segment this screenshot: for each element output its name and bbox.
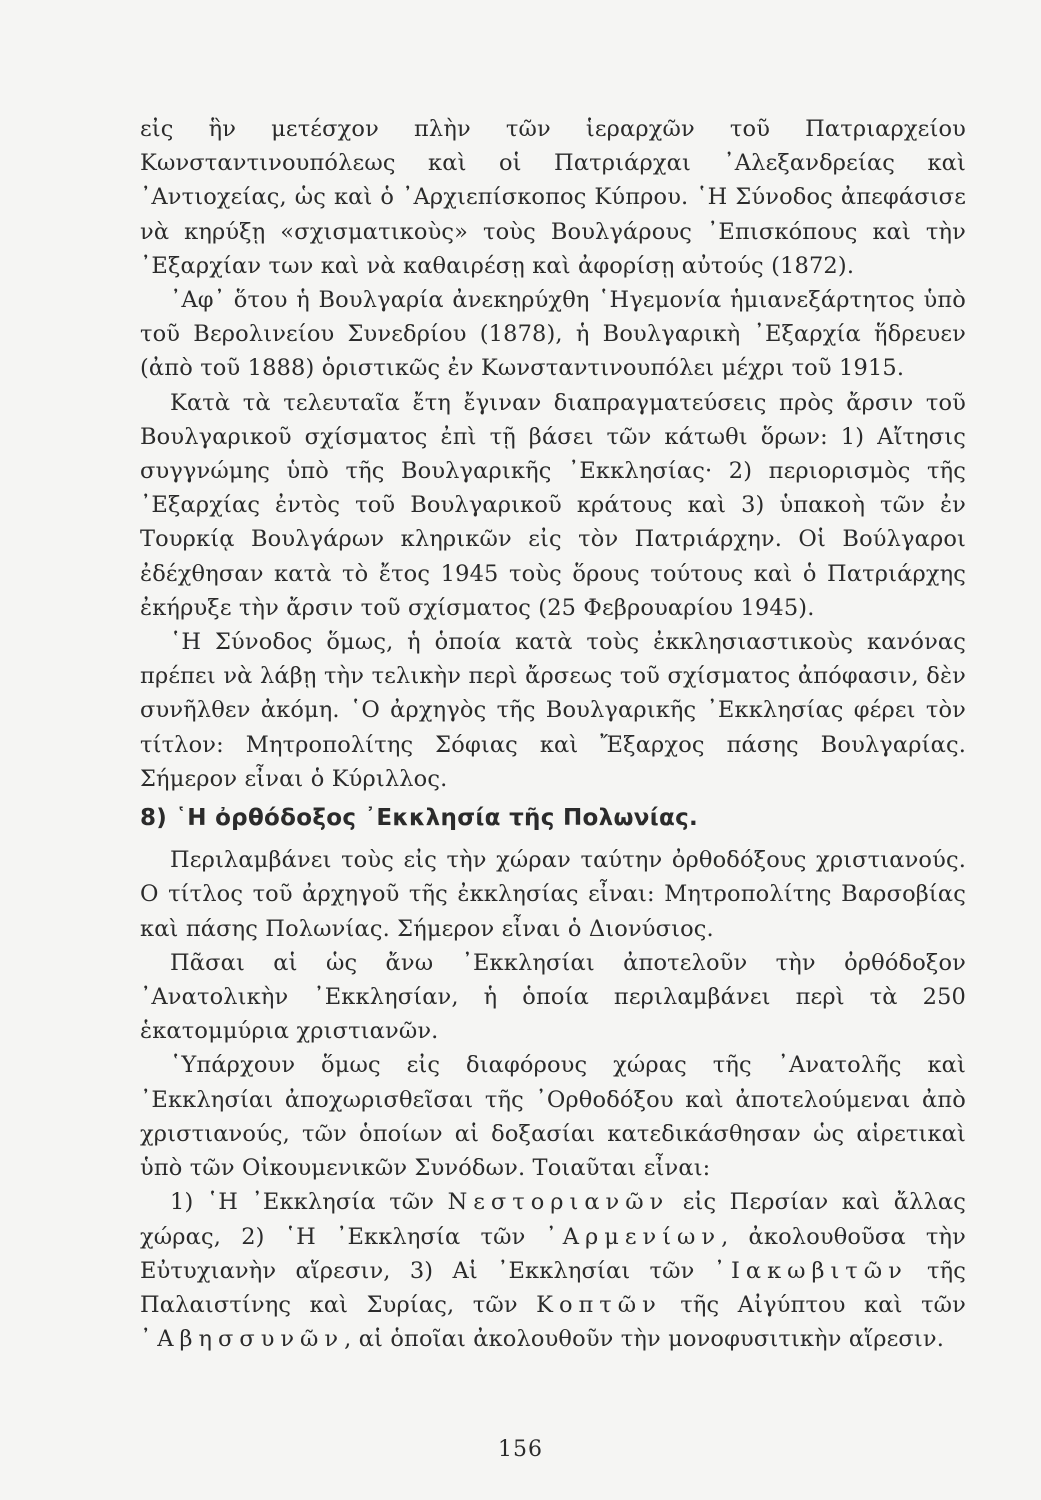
text-run: 1) ῾Η ᾿Εκκλησία τῶν [170,1189,448,1216]
body-text [140,112,966,1356]
spaced-term-nestorians: Νεστοριανῶν [447,1189,670,1216]
paragraph-negotiations: Κατὰ τὰ τελευταῖα ἔτη ἔγιναν διαπραγματεύσεις πρὸς ἄρσιν τοῦ Βουλγαρικοῦ σχίσματος ἐπὶ τῇ βάσει τῶν κάτωθι ὅρων: 1) Αἴτησις συγγνώμης ὑπὸ τῆς Βουλγαρικῆς ᾿Εκκλησίας· 2) περιορισμὸς τῆς ᾿Εξαρχίας ἐντὸς τοῦ Βουλγαρικοῦ κράτους καὶ 3) ὑπακοὴ τῶν ἐν Τουρκίᾳ Βουλγάρων κληρικῶν εἰς τὸν Πατριάρχην. Οἱ Βούλγαροι ἐδέχθησαν κατὰ τὸ ἔτος 1945 τοὺς ὅρους τούτους καὶ ὁ Πατριάρχης ἐκήρυξε τὴν ἄρσιν τοῦ σχίσματος (25 Φεβρουαρίου 1945). [140,389,966,621]
text-run: , αἱ ὁποῖαι ἀκολουθοῦν τὴν μονοφυσιτικὴν αἵρεσιν. [344,1326,944,1353]
section-heading: 8) ῾Η ὀρθόδοξος ᾿Εκκλησία τῆς Πολωνίας. [140,805,699,832]
spaced-term-copts: Κοπτῶν [536,1291,662,1318]
text-run: εἰς Περσίαν καὶ ἄλλας χώρας, 2) ῾Η ᾿Εκκλησία τῶν [140,1189,966,1250]
spaced-term-armenians: ᾿Αρμενίων [545,1223,722,1250]
paragraph-synod: ῾Η Σύνοδος ὅμως, ἡ ὁποία κατὰ τοὺς ἐκκλησιαστικοὺς κανόνας πρέπει νὰ λάβῃ τὴν τελικὴν περὶ ἄρσεως τοῦ σχίσματος ἀπόφασιν, δὲν συνῆλθεν ἀκόμη. ῾Ο ἀρχηγὸς τῆς Βουλγαρικῆς ᾿Εκκλησίας φέρει τὸν τίτλον: Μητροπολίτης Σόφιας καὶ Ἔξαρχος πάσης Βουλγαρίας. Σήμερον εἶναι ὁ Κύριλλος. [140,629,966,792]
paragraph-poland: Περιλαμβάνει τοὺς εἰς τὴν χώραν ταύτην ὀρθοδόξους χριστιανούς. Ο τίτλος τοῦ ἀρχηγοῦ τῆς ἐκκλησίας εἶναι: Μητροπολίτης Βαρσοβίας καὶ πάσης Πολωνίας. Σήμερον εἶναι ὁ Διονύσιος. [140,847,966,942]
paragraph-bulgaria-principality: ᾿Αφ᾿ ὅτου ἡ Βουλγαρία ἀνεκηρύχθη ῾Ηγεμονία ἡμιανεξάρτητος ὑπὸ τοῦ Βερολινείου Συνεδρίου (1878), ἡ Βουλγαρικὴ ᾿Εξαρχία ἥδρευεν (ἀπὸ τοῦ 1888) ὁριστικῶς ἐν Κωνσταντινουπόλει μέχρι τοῦ 1915. [140,287,966,382]
paragraph-separated-churches: ῾Υπάρχουν ὅμως εἰς διαφόρους χώρας τῆς ᾿Ανατολῆς καὶ ᾿Εκκλησίαι ἀποχωρισθεῖσαι τῆς ᾿Ορθοδόξου καὶ ἀποτελούμεναι ἀπὸ χριστιανούς, τῶν ὁποίων αἱ δοξασίαι κατεδικάσθησαν ὡς αἱρετικαὶ ὑπὸ τῶν Οἰκουμενικῶν Συνόδων. Τοιαῦται εἶναι: [140,1052,966,1182]
paragraph-eastern-church: Πᾶσαι αἱ ὡς ἄνω ᾿Εκκλησίαι ἀποτελοῦν τὴν ὀρθόδοξον ᾿Ανατολικὴν ᾿Εκκλησίαν, ἡ ὁποία περιλαμβάνει περὶ τὰ 250 ἑκατομμύρια χριστιανῶν. [140,949,966,1045]
text-run: τῆς Αἰγύπτου καὶ τῶν [661,1291,966,1318]
text-run: τῆς Παλαιστίνης καὶ Συρίας, τῶν [140,1257,967,1318]
text-run: , ἀκολουθοῦσα τὴν Εὐτυχιανὴν αἵρεσιν, 3) Αἱ ᾿Εκκλησίαι τῶν [140,1223,966,1284]
spaced-term-jacobites: ᾿Ιακωβιτῶν [713,1257,908,1284]
paragraph-continuation: εἰς ἣν μετέσχον πλὴν τῶν ἱεραρχῶν τοῦ Πατριαρχείου Κωνσταντινουπόλεως καὶ οἱ Πατριάρχαι ᾿Αλεξανδρείας καὶ ᾿Αντιοχείας, ὡς καὶ ὁ ᾿Αρχιεπίσκοπος Κύπρου. ῾Η Σύνοδος ἀπεφάσισε νὰ κηρύξῃ «σχισματικοὺς» τοὺς Βουλγάρους ᾿Επισκόπους καὶ τὴν ᾿Εξαρχίαν των καὶ νὰ καθαιρέσῃ καὶ ἀφορίσῃ αὐτούς (1872). [140,116,966,279]
spaced-term-abyssinians: ᾿Αβησσυνῶν [140,1326,345,1353]
page-number: 156 [498,1437,543,1462]
paragraph-heretical-churches [140,1185,966,1356]
